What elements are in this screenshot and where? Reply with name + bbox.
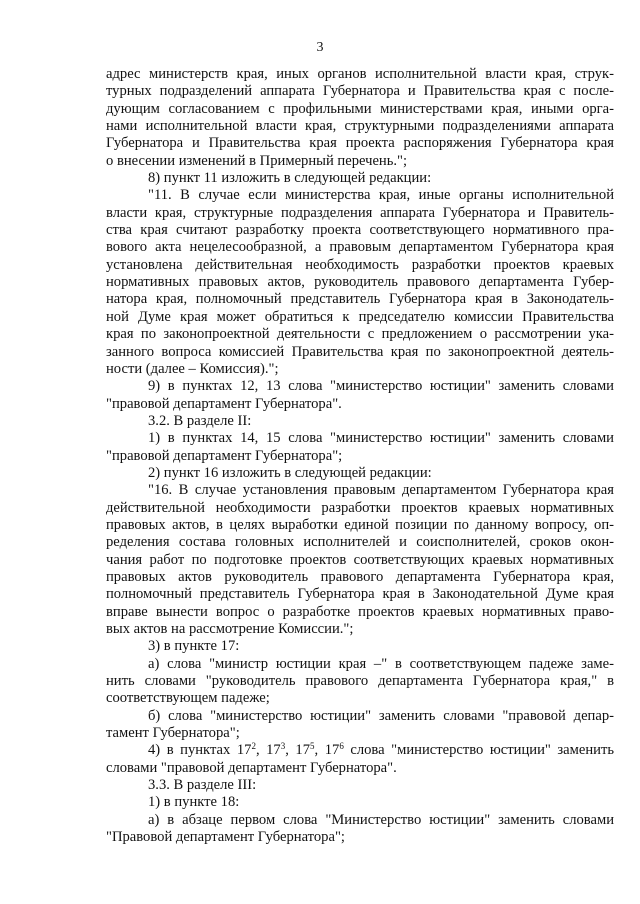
text-line: ределения состава головных исполнителей и соисполнителей, сроков окон- <box>106 534 614 551</box>
text-line: дующим согласованием с профильными министерствами края, иными орга- <box>106 100 614 117</box>
text-line: правовых актов руководитель правового департамента Губернатора края, <box>106 568 614 585</box>
text-line: 1) в пунктах 14, 15 слова "министерство юстиции" заменить словами <box>148 430 614 447</box>
text-line: занного вопроса комиссией Правительства края по законопроектной деятель- <box>106 343 614 360</box>
text-line: "11. В случае если министерства края, иные органы исполнительной <box>148 187 614 204</box>
text-line: а) в абзаце первом слова "Министерство юстиции" заменить словами <box>148 811 614 828</box>
text-line: 8) пункт 11 изложить в следующей редакции: <box>148 170 432 187</box>
text-line: тамент Губернатора"; <box>106 725 240 742</box>
superscript: 5 <box>310 741 315 752</box>
text-line: ности (далее – Комиссия)."; <box>106 360 279 377</box>
text-line: нить словами "руководитель правового департамента Губернатора края," в <box>106 673 614 690</box>
text-line: соответствующем падеже; <box>106 690 270 707</box>
text-line: словами "правовой департамент Губернатора". <box>106 759 397 776</box>
text-line: "правовой департамент Губернатора"; <box>106 447 343 464</box>
superscript: 6 <box>339 741 344 752</box>
text-line: действительной необходимости разработки проектов краевых нормативных <box>106 499 614 516</box>
text-line: правовых актов, в целях выработки единой позиции по данному вопросу, оп- <box>106 516 614 533</box>
text-line: нами исполнительной власти края, структурными подразделениями аппарата <box>106 118 614 135</box>
text-line: 3.2. В разделе II: <box>148 412 252 429</box>
text-line: а) слова "министр юстиции края –" в соответствующем падеже заме- <box>148 655 614 672</box>
document-lines <box>106 66 614 742</box>
text-line: власти края, структурные подразделения аппарата Губернатора и Правитель- <box>106 204 614 221</box>
text-line: 9) в пунктах 12, 13 слова "министерство юстиции" заменить словами <box>148 378 614 395</box>
text-line: б) слова "министерство юстиции" заменить словами "правовой депар- <box>148 707 614 724</box>
text-line: ной Думе края может обратиться к председателю комиссии Правительства <box>106 308 614 325</box>
text-line-superscript: 4) в пунктах $17^2$, $17^3$, $17^5$, $17^6$ слова "министерство юстиции" заменить <box>148 741 615 759</box>
text-line: о внесении изменений в Примерный перечень."; <box>106 152 408 169</box>
superscript: 3 <box>280 741 286 752</box>
text-line: Губернатора и Правительства края проекта распоряжения Губернатора края <box>106 135 614 152</box>
text-line: полномочный представитель Губернатора края в Законодательной Думе края <box>106 586 614 603</box>
text-line: 3.3. В разделе III: <box>148 777 257 794</box>
text-line: нормативных правовых актов, руководитель правового департамента Губер- <box>106 274 614 291</box>
superscript: 2 <box>251 741 256 752</box>
text-line: края по законопроектной деятельности с предложением о рассмотрении ука- <box>106 326 614 343</box>
text-line: 2) пункт 16 изложить в следующей редакции: <box>148 464 432 481</box>
text-line: 3) в пункте 17: <box>148 638 240 655</box>
text-line: установлена действительная необходимость разработки проектов краевых <box>106 256 614 273</box>
text-line: вправе вынести вопрос о разработке проектов краевых нормативных право- <box>106 603 614 620</box>
document-lines-tail <box>106 760 614 847</box>
page-number: 3 <box>316 40 324 55</box>
text-line: 1) в пункте 18: <box>148 794 240 811</box>
text-line: "правовой департамент Губернатора". <box>106 395 342 412</box>
text-line: "16. В случае установления правовым департаментом Губернатора края <box>148 482 614 499</box>
document-body <box>106 66 614 846</box>
text-line: вых актов на рассмотрение Комиссии."; <box>106 621 354 637</box>
text-line: адрес министерств края, иных органов исполнительной власти края, струк- <box>106 66 614 82</box>
text-line: чания работ по подготовке проектов соответствующих краевых нормативных <box>106 551 614 568</box>
text-line: "Правовой департамент Губернатора"; <box>106 829 345 846</box>
text-line: турных подразделений аппарата Губернатора и Правительства края с после- <box>106 83 614 100</box>
text-line: натора края, полномочный представитель Губернатора края в Законодатель- <box>106 291 614 308</box>
text-line: вового акта нецелесообразной, а правовым департаментом Губернатора края <box>106 239 614 256</box>
text-line: ства края считают разработку проекта соответствующего нормативного пра- <box>106 222 614 239</box>
